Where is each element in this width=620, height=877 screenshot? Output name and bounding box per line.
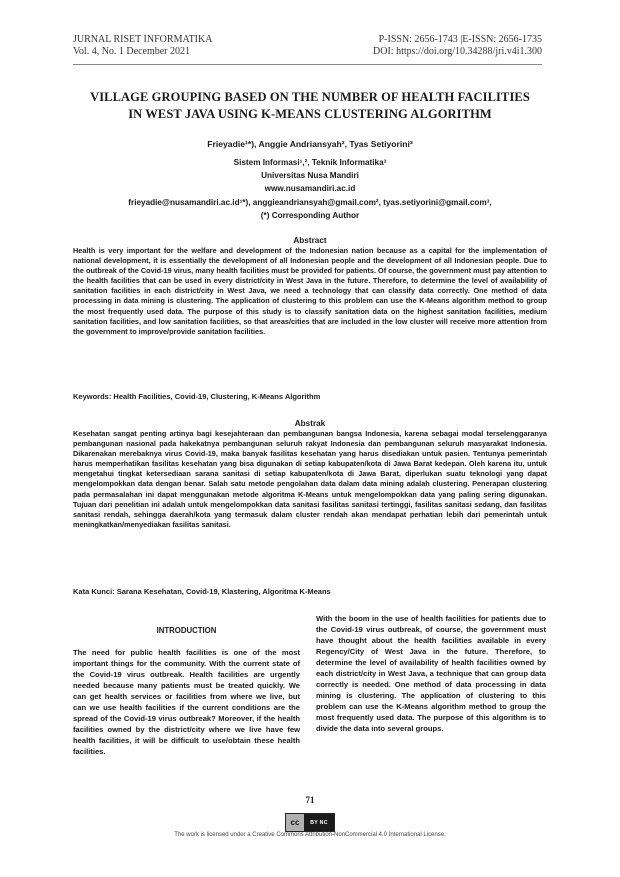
affiliation-website[interactable]: www.nusamandiri.ac.id bbox=[264, 184, 356, 194]
page-number: 71 bbox=[305, 795, 315, 805]
abstract-heading: Abstract bbox=[293, 236, 327, 245]
abstract-text: Health is very important for the welfare and development of the Indonesian nation because as a capital for the implementation of national development, it is essentially the development of all Indonesian people and the development of all Indonesian people. Due to the outbreak of the Covid-19 virus, many health facilities must be provided for patients. Of course, the government must pay attention to the health facilities that can be used in every district/city in West Java in the future. Therefore, to determine the level of availability of sanitation facilities in each district/city in West Java, we need a technology that can classify data correctly. One method of data processing in data mining is clustering. The application of clustering to this problem can use the K-Means algorithm method to group the most frequently used data. The purpose of this study is to classify sanitation data on the highest sanitation facilities, medium sanitation facilities, and low sanitation facilities, so that areas/cities that are included in the low cluster will receive more attention from the government to improve/provide sanitation facilities. bbox=[73, 246, 547, 336]
paper-title bbox=[60, 89, 560, 123]
abstrak-text: Kesehatan sangat penting artinya bagi kesejahteraan dan pembangunan bangsa Indonesia, karena sebagai modal terselenggaranya pembangunan nasional pada hakekatnya pembangunan seluruh rakyat Indonesia dan pembangunan seluruh masyarakat Indonesia. Dikarenakan merebaknya virus Covid-19, maka banyak fasilitas kesehatan yang harus disediakan untuk pasien. Tentunya pemerintah harus memperhatikan fasilitas kesehatan yang bisa digunakan di setiap kabupaten/kota di Jawa Barat kedepan. Oleh karena itu, untuk mengetahui tingkat ketersediaan sarana sanitasi di setiap kabupaten/kota di Jawa Barat, diperlukan suatu teknologi yang dapat mengelompokkan data dengan benar. Salah satu metode pengolahan data dalam data mining adalah clustering. Penerapan clustering pada permasalahan ini dapat menggunakan metode algoritma K-Means untuk mengelompokkan data yang paling sering digunakan. Tujuan dari penelitian ini adalah untuk mengelompokkan data sanitasi fasilitas sanitasi tertinggi, fasilitas sanitasi sedang, dan fasilitas sanitasi rendah, sehingga daerah/kota yang termasuk dalam cluster rendah akan mendapat perhatian lebih dari pemerintah untuk meningkatkan/menyediakan fasilitas sanitasi. bbox=[73, 429, 547, 529]
title-line-1: VILLAGE GROUPING BASED ON THE NUMBER OF HEALTH FACILITIES bbox=[90, 90, 530, 104]
affiliation-department: Sistem Informasi¹,², Teknik Informatika³ bbox=[233, 158, 387, 167]
title-line-2: IN WEST JAVA USING K-MEANS CLUSTERING ALGORITHM bbox=[128, 107, 492, 121]
abstract-keywords: Keywords: Health Facilities, Covid-19, Clustering, K-Means Algorithm bbox=[73, 392, 321, 401]
journal-header-right bbox=[373, 34, 542, 58]
license-text[interactable]: The work is licensed under a Creative Commons Attribution-NonCommercial 4.0 International License. bbox=[174, 832, 446, 838]
cc-license-badge[interactable] bbox=[285, 813, 335, 832]
by-nc-icon: BY NC bbox=[304, 814, 334, 831]
journal-doi[interactable]: DOI: https://doi.org/10.34288/jri.v4i1.300 bbox=[373, 46, 542, 57]
abstrak-keywords: Kata Kunci: Sarana Kesehatan, Covid-19, Klastering, Algoritma K-Means bbox=[73, 587, 331, 596]
abstrak-heading: Abstrak bbox=[294, 419, 326, 428]
author-emails[interactable]: frieyadie@nusamandiri.ac.id¹*), anggieandriansyah@gmail.com², tyas.setiyorini@gmail.com³, bbox=[128, 197, 492, 207]
journal-name: JURNAL RISET INFORMATIKA bbox=[73, 34, 213, 45]
affiliation-university: Universitas Nusa Mandiri bbox=[261, 171, 359, 181]
introduction-right-column: With the boom in the use of health facilities for patients due to the Covid-19 virus outbreak, of course, the government must have thought about the health facilities available in every Regency/City of West Java in the future. Therefore, to determine the level of availability of health facilities owned by each district/city in West Java, a technique that can group data correctly is needed. One method of data processing in data mining is clustering. The application of clustering to this problem can use the K-Means algorithm method to group the most frequently used data. The purpose of this algorithm is to divide the data into several groups. bbox=[316, 614, 546, 733]
corresponding-note: (*) Corresponding Author bbox=[260, 210, 360, 220]
author-list: Frieyadie¹*), Anggie Andriansyah², Tyas Setiyorini³ bbox=[207, 139, 413, 149]
journal-header-left bbox=[73, 34, 212, 58]
journal-volume: Vol. 4, No. 1 December 2021 bbox=[73, 46, 191, 57]
journal-issn: P-ISSN: 2656-1743 |E-ISSN: 2656-1735 bbox=[378, 34, 542, 45]
introduction-heading: INTRODUCTION bbox=[156, 626, 217, 635]
header-divider bbox=[73, 64, 542, 65]
affiliation-block bbox=[60, 156, 560, 222]
cc-logo-icon: cc bbox=[286, 814, 304, 831]
introduction-left-column: The need for public health facilities is one of the most important things for the community. With the current state of the Covid-19 virus outbreak. Health facilities are urgently needed because many patients must be treated quickly. We can get health services or facilities from where we live, but can we use health facilities if the current conditions are the spread of the Covid-19 virus outbreak? Moreover, if the health facilities owned by the district/city where we live have few health facilities, it will be difficult to use/obtain these health facilities. bbox=[73, 648, 300, 756]
